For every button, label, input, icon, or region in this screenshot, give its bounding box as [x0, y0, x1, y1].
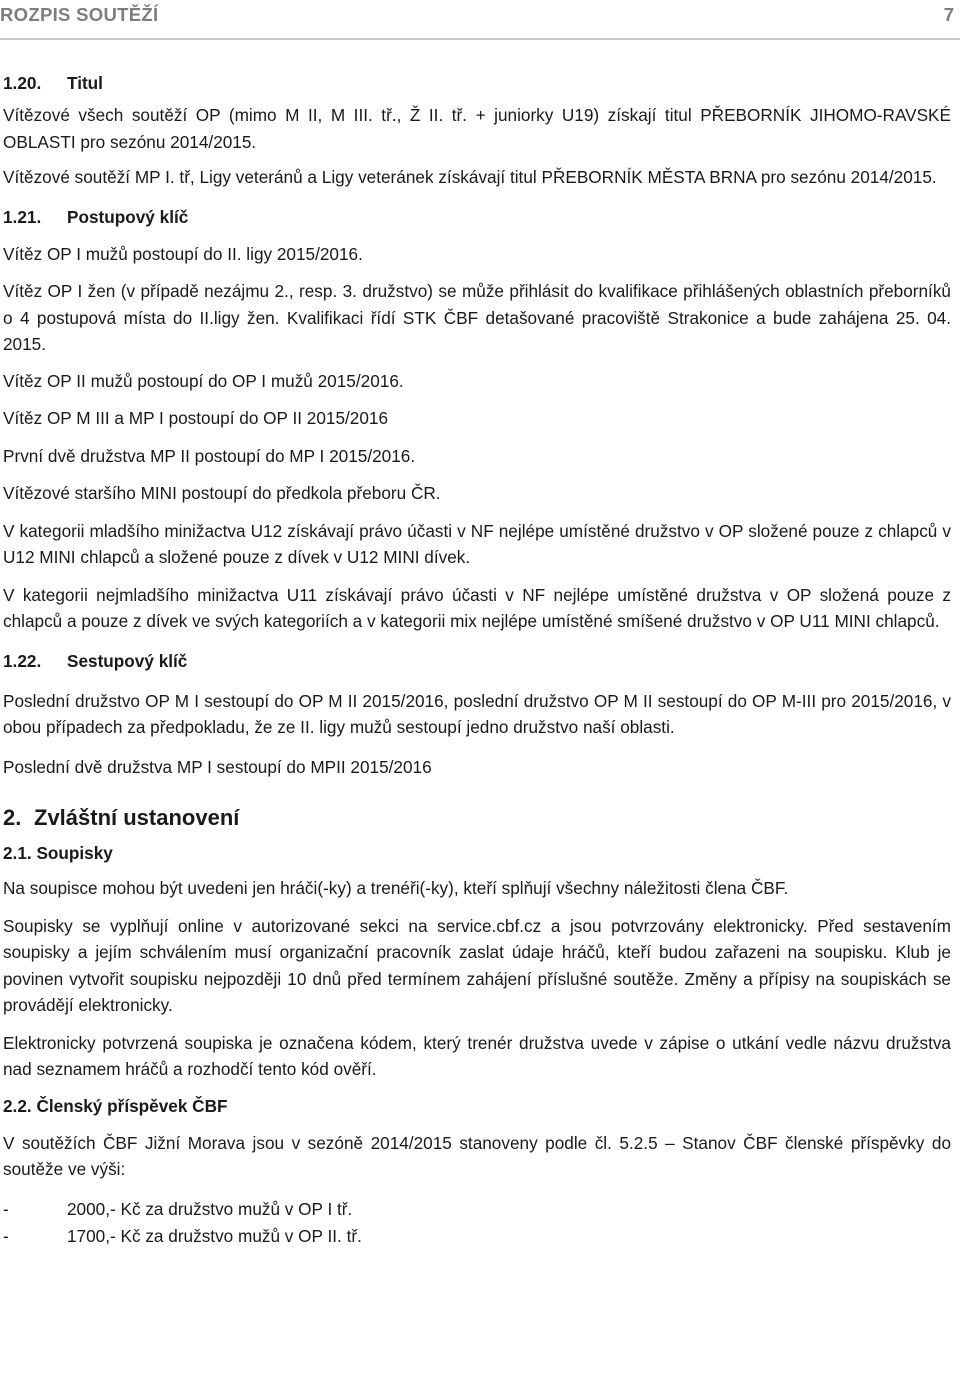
heading-1-22 — [3, 648, 951, 674]
list-item-text: 2000,- Kč za družstvo mužů v OP I tř. — [67, 1198, 353, 1219]
paragraph: Vítěz OP I mužů postoupí do II. ligy 2015/2016. — [3, 243, 363, 264]
list-dash: - — [3, 1198, 9, 1219]
paragraph: V kategorii nejmladšího minižactva U11 získávají právo účasti v NF nejlépe umístěné družstva v OP složená pouze z chlapců a pouze z dívek ve svých kategoriích a v kategorii mix nejlépe umístěné smíšené družstvo v OP U11 MINI chlapců. — [3, 584, 951, 631]
list-dash: - — [3, 1225, 9, 1246]
heading-2-1: 2.1. Soupisky — [3, 843, 113, 863]
paragraph: V kategorii mladšího minižactva U12 získávají právo účasti v NF nejlépe umístěné družstvo v OP složené pouze z chlapců v U12 MINI chlapců a složené pouze z dívek v U12 MINI dívek. — [3, 520, 951, 567]
paragraph: Vítězové soutěží MP I. tř, Ligy veteránů a Ligy veteránek získávají titul PŘEBORNÍK MĚSTA BRNA pro sezónu 2014/2015. — [3, 167, 937, 187]
paragraph: Vítězové staršího MINI postoupí do předkola přeboru ČR. — [3, 483, 441, 503]
paragraph: Vítěz OP M III a MP I postoupí do OP II 2015/2016 — [3, 408, 389, 428]
heading-1-21 — [3, 204, 951, 230]
paragraph: V soutěžích ČBF Jižní Morava jsou v sezóně 2014/2015 stanoveny podle čl. 5.2.5 – Stanov ČBF členské příspěvky do soutěže ve výši: — [3, 1132, 951, 1179]
paragraph: První dvě družstva MP II postoupí do MP I 2015/2016. — [3, 445, 416, 466]
list-item — [3, 1196, 951, 1223]
heading-title: Postupový klíč — [67, 206, 189, 227]
heading-number: 1.21. — [3, 206, 42, 227]
heading-title: Titul — [67, 73, 103, 93]
heading-2 — [3, 804, 951, 832]
paragraph: Na soupisce mohou být uvedeni jen hráči(-ky) a trenéři(-ky), kteří splňují všechny náležitosti člena ČBF. — [3, 878, 789, 898]
document-body — [3, 62, 951, 1250]
paragraph: Vítěz OP II mužů postoupí do OP I mužů 2015/2016. — [3, 370, 404, 391]
paragraph: Vítězové všech soutěží OP (mimo M II, M III. tř., Ž II. tř. + juniorky U19) získají titul PŘEBORNÍK JIHOMO-RAVSKÉ OBLASTI pro sezónu 2014/2015. — [3, 105, 951, 152]
heading-number: 1.22. — [3, 650, 42, 671]
paragraph: Vítěz OP I žen (v případě nezájmu 2., resp. 3. družstvo) se může přihlásit do kvalifikace přihlášených oblastních přeborníků o 4 postupová místa do II.ligy žen. Kvalifikaci řídí STK ČBF detašované pracoviště Strakonice a bude zahájena 25. 04. 2015. — [3, 281, 951, 354]
fee-list — [3, 1196, 951, 1250]
heading-number: 1.20. — [3, 73, 42, 93]
header-title: ROZPIS SOUTĚŽÍ — [0, 4, 159, 25]
heading-title: Zvláštní ustanovení — [34, 805, 240, 830]
heading-number: 2. — [3, 805, 22, 830]
paragraph: Soupisky se vyplňují online v autorizované sekci na service.cbf.cz a jsou potvrzovány elektronicky. Před sestavením soupisky a jejím schválením musí organizační pracovník zaslat údaje hráčů, kteří budou zařazeni na soupisku. Klub je povinen vytvořit soupisku nejpozději 10 dnů před termínem zahájení příslušné soutěže. Změny a přípisy na soupiskách se provádějí elektronicky. — [3, 915, 951, 1015]
paragraph: Poslední dvě družstva MP I sestoupí do MPII 2015/2016 — [3, 756, 432, 777]
paragraph: Poslední družstvo OP M I sestoupí do OP M II 2015/2016, poslední družstvo OP M II sestoupí do OP M-III pro 2015/2016, v obou případech za předpokladu, že ze II. ligy mužů sestoupí jedno družstvo naší oblasti. — [3, 690, 951, 737]
heading-title: Sestupový klíč — [67, 650, 188, 671]
list-item — [3, 1223, 951, 1250]
paragraph: Elektronicky potvrzená soupiska je označena kódem, který trenér družstva uvede v zápise o utkání vedle názvu družstva nad seznamem hráčů a rozhodčí tento kód ověří. — [3, 1032, 951, 1079]
heading-2-2: 2.2. Členský příspěvek ČBF — [3, 1095, 228, 1116]
page-header — [0, 0, 960, 40]
heading-1-20 — [3, 70, 951, 96]
page-number: 7 — [943, 4, 954, 25]
list-item-text: 1700,- Kč za družstvo mužů v OP II. tř. — [67, 1225, 362, 1246]
